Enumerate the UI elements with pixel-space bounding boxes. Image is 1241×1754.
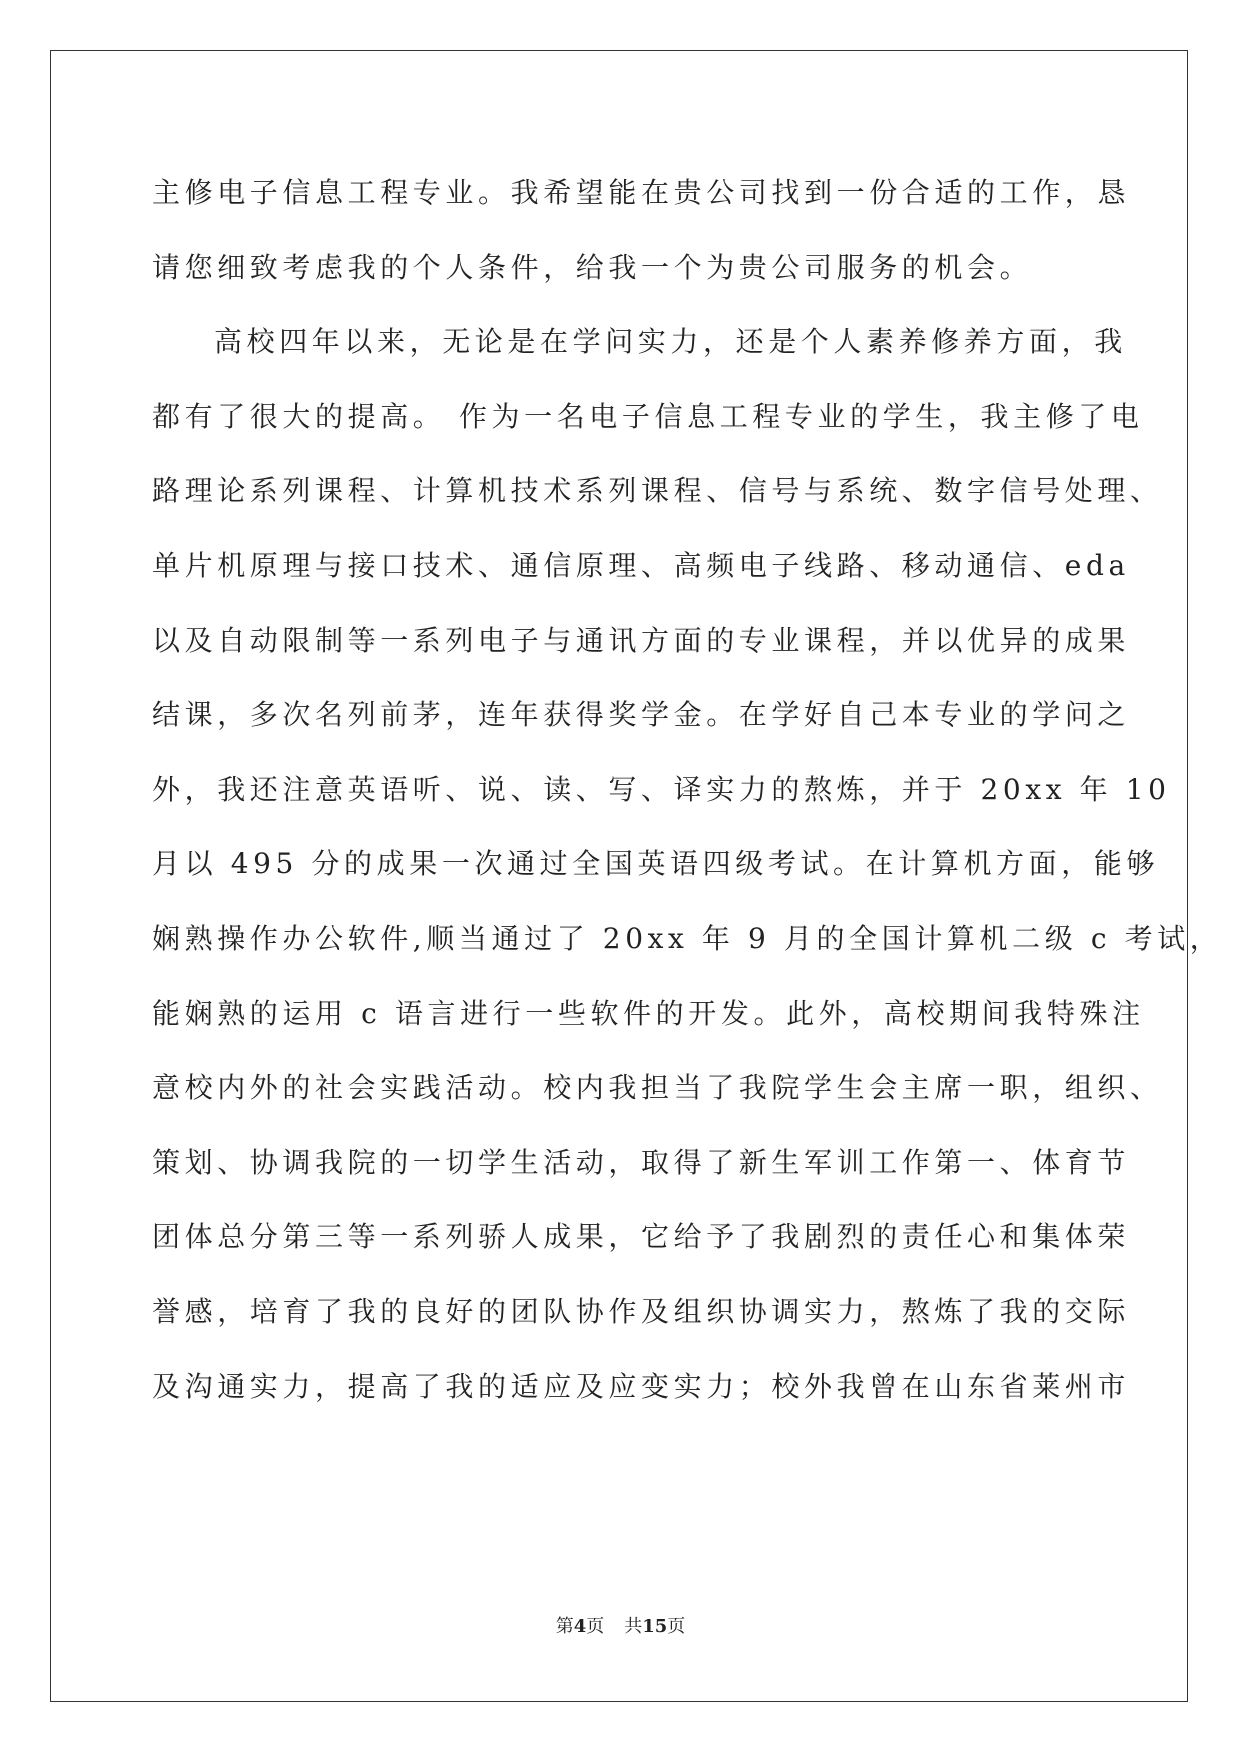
text-line: 路理论系列课程、计算机技术系列课程、信号与系统、数字信号处理、 bbox=[152, 474, 1163, 508]
document-body bbox=[152, 166, 1223, 1434]
page-prefix: 第 bbox=[555, 1616, 574, 1637]
total-prefix: 共 bbox=[624, 1616, 643, 1637]
text-line: 单片机原理与接口技术、通信原理、高频电子线路、移动通信、eda bbox=[152, 548, 1130, 582]
total-pages: 15 bbox=[642, 1616, 668, 1637]
page-number: 4 bbox=[573, 1616, 587, 1637]
text-line: 请您细致考虑我的个人条件，给我一个为贵公司服务的机会。 bbox=[152, 250, 1033, 284]
text-line: 能娴熟的运用 c 语言进行一些软件的开发。此外，高校期间我特殊注 bbox=[152, 996, 1145, 1030]
text-line: 外，我还注意英语听、说、读、写、译实力的熬炼，并于 20xx 年 10 bbox=[152, 772, 1171, 806]
text-line: 主修电子信息工程专业。我希望能在贵公司找到一份合适的工作，恳 bbox=[152, 176, 1131, 209]
text-line: 团体总分第三等一系列骄人成果，它给予了我剧烈的责任心和集体荣 bbox=[152, 1220, 1131, 1254]
text-line: 意校内外的社会实践活动。校内我担当了我院学生会主席一职，组织、 bbox=[152, 1071, 1163, 1105]
text-line: 以及自动限制等一系列电子与通讯方面的专业课程，并以优异的成果 bbox=[152, 623, 1131, 657]
text-line: 娴熟操作办公软件,顺当通过了 20xx 年 9 月的全国计算机二级 c 考试， bbox=[152, 921, 1223, 955]
text-line: 誉感，培育了我的良好的团队协作及组织协调实力，熬炼了我的交际 bbox=[152, 1294, 1131, 1328]
page-suffix: 页 bbox=[586, 1616, 605, 1637]
text-line: 结课，多次名列前茅，连年获得奖学金。在学好自己本专业的学问之 bbox=[152, 698, 1131, 732]
text-line: 策划、协调我院的一切学生活动，取得了新生军训工作第一、体育节 bbox=[152, 1145, 1131, 1179]
text-line: 月以 495 分的成果一次通过全国英语四级考试。在计算机方面，能够 bbox=[152, 847, 1160, 881]
text-line: 都有了很大的提高。 作为一名电子信息工程专业的学生，我主修了电 bbox=[152, 399, 1144, 433]
total-suffix: 页 bbox=[667, 1616, 686, 1637]
text-line: 及沟通实力，提高了我的适应及应变实力；校外我曾在山东省莱州市 bbox=[152, 1369, 1131, 1403]
page-footer bbox=[0, 1612, 1241, 1638]
paragraph-start-line: 高校四年以来，无论是在学问实力，还是个人素养修养方面，我 bbox=[214, 325, 1127, 359]
